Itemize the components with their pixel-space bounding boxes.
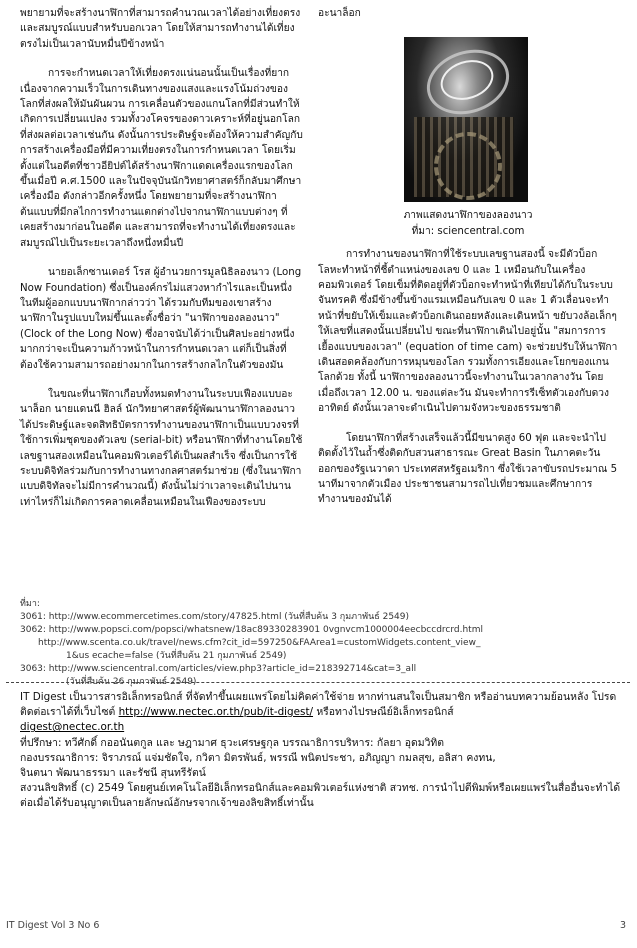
caption-title: ภาพแสดงนาฬิกาของลองนาว [403, 210, 533, 222]
references-heading: ที่มา: [20, 599, 40, 609]
website-link[interactable]: http://www.nectec.or.th/pub/it-digest/ [118, 706, 314, 719]
email-link[interactable]: digest@nectec.or.th [20, 721, 125, 734]
left-column [20, 6, 303, 510]
paragraph-continued: พยายามที่จะสร้างนาฬิกาที่สามารถคำนวณเวลาได้อย่างเที่ยงตรงและสมบูรณ์แบบสำหรับบอกเวลา โดยให้สามารถทำงานได้เที่ยงตรงไม่เป็นเวลานับหมื่นปีข้างหน้า [20, 8, 301, 50]
photo-caption [318, 208, 618, 239]
paragraph-serial-bit: ในขณะที่นาฬิกาเกือบทั้งหมดทำงานในระบบเฟืองแบบอะนาล็อก นายแดนนี ฮิลล์ นักวิทยาศาสตร์ผู้พัฒนานาฬิกาลองนาวได้ประดิษฐ์และจดสิทธิบัตรการทำงานของนาฬิกาเป็นแบบวงจรที่ใช้การเพิ่มชุดของตัวเลข (serial-bit) หรือนาฬิกาที่ทำงานโดยใช้เลขฐานสองเหมือนในคอมพิวเตอร์ได้เป็นผลสำเร็จ ซึ่งเป็นการใช้ระบบดิจิทัลร่วมกับการทำงานทางกลศาสตร์มาช่วย (ซึ่งในนาฬิกาแบบดิจิทัลจะไม่มีการคำนวณนี้) ดังนั้นไม่ว่าเวลาจะเดินไปนานเท่าไหร่ก็ไม่เกิดการคลาดเคลื่อนเหมือนในเฟืองของระบบ [20, 388, 303, 508]
reference-item: 3061: http://www.ecommercetimes.com/story/47825.html (วันที่สืบค้น 3 กุมภาพันธ์ 2549) [20, 612, 410, 622]
dashed-divider [6, 682, 630, 683]
clock-photo [404, 37, 528, 202]
digest-intro: IT Digest เป็นวารสารอิเล็กทรอนิกส์ ที่จัดทำขึ้นเผยแพร่โดยไม่คิดค่าใช้จ่าย หากท่านสนใจเป็นสมาชิก หรืออ่านบทความย้อนหลัง โปรดติดต่อเราได้ที่เว็บไซต์ http://www.nectec.or.th/pub/it-digest/ หรือทางไปรษณีย์อิเล็กทรอนิกส์ [20, 691, 617, 719]
references [20, 598, 620, 689]
issue-label: IT Digest Vol 3 No 6 [6, 920, 100, 931]
paragraph-carryover: อะนาล็อก [318, 8, 361, 19]
paragraph-long-now: นายอเล็กซานเดอร์ โรส ผู้อำนวยการมูลนิธิลองนาว (Long Now Foundation) ซึ่งเป็นองค์กรไม่แสวงหากำไรและเป็นหนึ่งในทีมผู้ออกแบบนาฬิกากล่าวว่า ได้รวมกับทีมของเขาสร้างนาฬิกาในรูปแบบใหม่ขึ้นและตั้งชื่อว่า "นาฬิกาของลองนาว" (Clock of the Long Now) ซึ่งอาจนับได้ว่าเป็นศิลปะอย่างหนึ่งมากกว่าจะเป็นความก้าวหน้าในการกำหนดเวลา แต่ก็เป็นสิ่งที่ต้องใช้ความสามารถอย่างมากในการสร้างกลไกในตัวของมัน [20, 267, 302, 371]
right-column [318, 6, 618, 508]
reference-item: 1&us ecache=false (วันที่สืบค้น 21 กุมภาพันธ์ 2549) [66, 651, 287, 661]
page-footer [6, 920, 626, 931]
advisors: ที่ปรึกษา: ทวีศักดิ์ กออนันตกูล และ ษฎามาศ ธุวะเศรษฐกุล บรรณาธิการบริหาร: กัลยา อุดมวิทิต [20, 736, 445, 749]
paragraph-great-basin: โดยนาฬิกาที่สร้างเสร็จแล้วนี้มีขนาดสูง 60 ฟุต และจะนำไปติดตั้งไว้ในถ้ำซึ่งติดกับสวนสาธารณะ Great Basin ในภาคตะวันออกของรัฐเนวาดา ประเทศสหรัฐอเมริกา ซึ่งใช้เวลาขับรถประมาณ 5 นาทีมาจากตัวเมือง ประชาชนสามารถไปเที่ยวชมและศึกษาการทำงานของมันได้ [318, 432, 618, 506]
page-number: 3 [619, 920, 626, 931]
copyright: สงวนลิขสิทธิ์ (c) 2549 โดยศูนย์เทคโนโลยีอิเล็กทรอนิกส์และคอมพิวเตอร์แห่งชาติ สวทช. การนำไปตีพิมพ์หรือเผยแพร่ในสื่ออื่นจะทำได้ต่อเมื่อได้รับอนุญาตเป็นลายลักษณ์อักษรจากเจ้าของลิขสิทธิ์เท่านั้น [20, 782, 621, 810]
editorial-board-continued: จินตนา พัฒนาธรรมา และรัชนี สุนทรีรัตน์ [20, 767, 206, 780]
reference-item: http://www.scenta.co.uk/travel/news.cfm?cit_id=597250&FAArea1=customWidgets.content_view_ [38, 638, 481, 648]
caption-source: ที่มา: sciencentral.com [411, 225, 525, 237]
digest-info [20, 690, 624, 812]
editorial-board: กองบรรณาธิการ: จิราภรณ์ แจ่มชัดใจ, กวิตา มิตรพันธ์, พรรณี พนิตประชา, อภิญญา กมลสุข, อลิสา คงทน, [20, 751, 496, 764]
reference-item: 3063: http://www.sciencentral.com/articles/view.php3?article_id=218392714&cat=3_all [20, 664, 417, 674]
reference-item: 3062: http://www.popsci.com/popsci/whatsnew/18ac89330283901 0vgnvcm1000004eecbccdrcrd.html [20, 625, 483, 635]
reference-item: (วันที่สืบค้น 26 กุมภาพันธ์ 2549) [66, 677, 197, 687]
paragraph-binary: การทำงานของนาฬิกาที่ใช้ระบบเลขฐานสองนี้ จะมีตัวบ็อกโลหะทำหน้าที่ชี้ตำแหน่งของเลข 0 และ 1 เหมือนกับในเครื่องคอมพิวเตอร์ โดยเข็มที่ติดอยู่ที่ตัวบ็อกจะทำหน้าที่เทียบได้กับในระบบจันทรคติ ซึ่งมีข้างขึ้นข้างแรมเหมือนกับเลข 0 และ 1 ตัวเลื่อนจะทำหน้าที่ขยับให้เข็มและตัวบ็อกเดินถอยหลังและเดินหน้า ขยับวงล้อเล็กๆ ให้เลขที่แสดงนั้นเปลี่ยนไป ขณะที่นาฬิกาเดินไปอยู่นั้น "สมการการเยื้องแบบของเวลา" (equation of time cam) จะช่วยปรับให้นาฬิกาเดินสอดคล้องกับการหมุนของโลก รวมทั้งการเอียงและโยกของแกนโลกด้วย ทั้งนี้ นาฬิกาของลองนาวนี้จะทำงานในเวลากลางวัน โดยเมื่อถึงเวลา 12.00 น. ของแต่ละวัน มันจะทำการรีเซ็ทตัวเองกับดวงอาทิตย์ ดังนั้นเวลาจะดำเนินไปตามจังหวะของธรรมชาติ [318, 249, 618, 415]
paragraph-timekeeping: การจะกำหนดเวลาให้เที่ยงตรงแน่นอนนั้นเป็นเรื่องที่ยาก เนื่องจากความเร็วในการเดินทางของแสงและแรงโน้มถ่วงของโลกที่ส่งผลให้มันผันผวน การเคลื่อนตัวของแกนโลกที่มีส่วนทำให้เกิดการเปลี่ยนแปลง รวมทั้งวงโคจรของดาวเคราะห์ที่อยู่นอกโลกที่ส่งผลต่อเวลาเช่นกัน ดังนั้นการประดิษฐ์จะต้องให้ความสำคัญกับการสร้างเครื่องมือที่มีความเที่ยงตรงในการกำหนดเวลา โดยเริ่มตั้งแต่ในอดีตที่ชาวอียิปต์ได้สร้างนาฬิกาแดดเครื่องแรกของโลกขึ้นเมื่อปี ค.ศ.1500 และในปัจจุบันนักวิทยาศาสตร์ก็กลับมาศึกษาเครื่องมือ ดังกล่าวอีกครั้งหนึ่ง โดยพยายามที่จะสร้างนาฬิกาต้นแบบที่มีกลไกการทำงานแตกต่างไปจากนาฬิกาแบบต่างๆ ที่เคยสร้างมาก่อนในอดีต และสามารถที่จะทำงานได้เที่ยงตรงและสมบูรณ์ไปเป็นระยะเวลาถึงหนึ่งหมื่นปี [20, 68, 303, 249]
